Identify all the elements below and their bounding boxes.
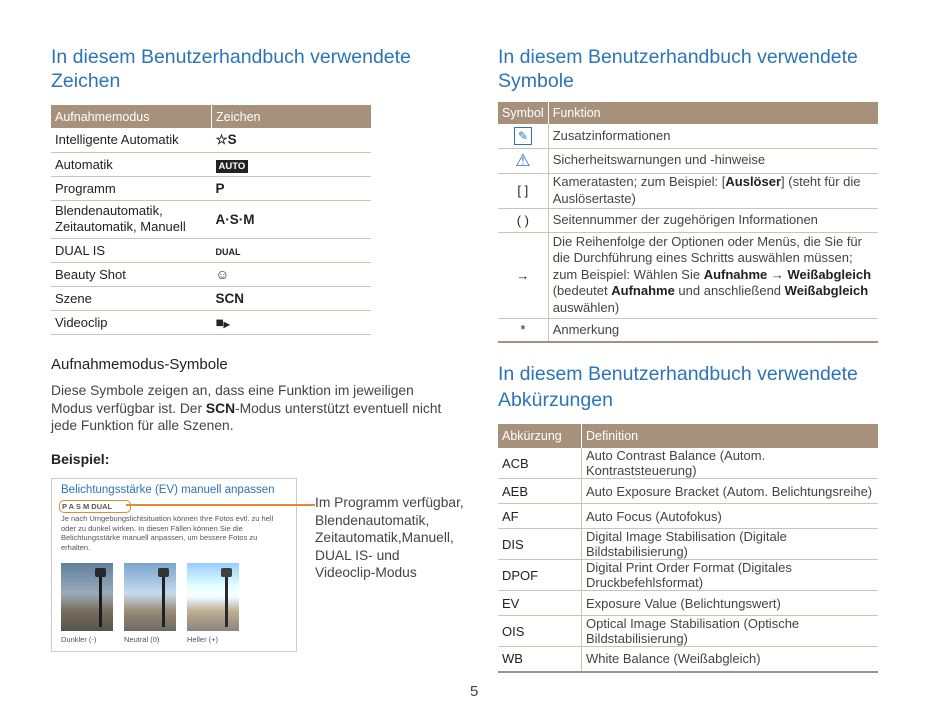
- video-icon: ■▶: [212, 310, 372, 334]
- table-row: [498, 479, 878, 504]
- warning-icon: ⚠: [498, 148, 548, 173]
- function-text: Seitennummer der zugehörigen Informationen: [548, 208, 878, 232]
- beauty-shot-icon: ☺: [212, 262, 372, 286]
- table-row: [498, 173, 878, 208]
- table-row: [498, 591, 878, 616]
- table-row: [498, 529, 878, 560]
- caption-dark: Dunkler (-): [61, 635, 97, 644]
- table-row: [498, 616, 878, 647]
- function-text: Kameratasten; zum Beispiel: [Auslöser] (steht für die Auslösertaste): [548, 173, 878, 208]
- mode-label: DUAL IS: [51, 238, 212, 262]
- function-text: Die Reihenfolge der Optionen oder Menüs, die Sie für die Durchführung eines Schritts auswählen müssen; zum Beispiel: Wählen Sie Aufnahme → Weißabgleich (bedeutet Aufnahme und anschließend Weißabgleich auswählen): [548, 232, 878, 318]
- example-label: Beispiel:: [51, 451, 110, 467]
- abbreviation: EV: [498, 591, 582, 616]
- definition: Digital Image Stabilisation (Digitale Bildstabilisierung): [582, 529, 879, 560]
- left-title: [51, 45, 411, 93]
- dark-photo: [61, 563, 113, 631]
- asm-icon: A·S·M: [212, 200, 372, 238]
- mode-label: Intelligente Automatik: [51, 128, 212, 152]
- abbreviation: OIS: [498, 616, 582, 647]
- definition: Digital Print Order Format (Digitales Druckbefehlsformat): [582, 560, 879, 591]
- example-text: Je nach Umgebungslichtsituation können Ihre Fotos evtl. zu hell oder zu dunkel wirken. In diesen Fällen können Sie die Belichtungsstärke manuell anpassen, um bessere Fotos zu erhalten.: [61, 514, 274, 552]
- note-icon: ✎: [498, 124, 548, 148]
- symbols-table: [498, 102, 878, 343]
- table-row: [51, 310, 371, 334]
- left-title-line1: In diesem Benutzerhandbuch verwendete: [51, 46, 411, 68]
- table-row: [51, 176, 371, 200]
- arrow-icon: →: [498, 232, 548, 318]
- mode-label: Blendenautomatik, Zeitautomatik, Manuell: [51, 200, 212, 238]
- table-row: [51, 286, 371, 310]
- table-row: [51, 200, 371, 238]
- table-row: [498, 504, 878, 529]
- mode-label: Szene: [51, 286, 212, 310]
- mode-label: Beauty Shot: [51, 262, 212, 286]
- function-header: Funktion: [548, 102, 878, 124]
- bright-photo: [187, 563, 239, 631]
- abbreviation: DIS: [498, 529, 582, 560]
- mode-label: Videoclip: [51, 310, 212, 334]
- mode-symbols-heading: Aufnahmemodus-Symbole: [51, 356, 228, 373]
- callout-line: [126, 504, 315, 506]
- abbreviation: AF: [498, 504, 582, 529]
- table-row: [51, 152, 371, 176]
- mode-header: Aufnahmemodus: [51, 105, 212, 128]
- mode-symbols-paragraph: Diese Symbole zeigen an, dass eine Funktion im jeweiligen Modus verfügbar ist. Der SCN-Modus unterstützt eventuell nicht jede Funktion für alle Szenen.: [51, 383, 442, 433]
- table-row: [51, 128, 371, 152]
- definition: Exposure Value (Belichtungswert): [582, 591, 879, 616]
- asterisk-symbol: *: [498, 318, 548, 342]
- sign-header: Zeichen: [212, 105, 372, 128]
- dual-is-icon: DUAL: [212, 238, 372, 262]
- mode-label: Programm: [51, 176, 212, 200]
- definition: Auto Focus (Autofokus): [582, 504, 879, 529]
- table-row: [498, 318, 878, 342]
- mode-table: [51, 105, 371, 335]
- table-row: [498, 208, 878, 232]
- scene-icon: SCN: [212, 286, 372, 310]
- abbreviation: WB: [498, 647, 582, 672]
- abbreviations-table: [498, 424, 878, 673]
- example-mode-icons: P A S M DUAL: [59, 500, 131, 513]
- left-title-line2: Zeichen: [51, 70, 121, 92]
- definition: Auto Contrast Balance (Autom. Kontraststeuerung): [582, 448, 879, 479]
- caption-bright: Heller (+): [187, 635, 219, 644]
- definition: Optical Image Stabilisation (Optische Bildstabilisierung): [582, 616, 879, 647]
- example-title: Belichtungsstärke (EV) manuell anpassen: [61, 484, 275, 496]
- function-text: Anmerkung: [548, 318, 878, 342]
- definition: White Balance (Weißabgleich): [582, 647, 879, 672]
- abbreviations-title: In diesem Benutzerhandbuch verwendete Abkürzungen: [498, 363, 858, 411]
- page-number: 5: [470, 683, 479, 700]
- parenthesis-symbol: ( ): [498, 208, 548, 232]
- caption-neutral: Neutral (0): [124, 635, 160, 644]
- smart-auto-icon: ☆S: [212, 128, 372, 152]
- abbreviation: ACB: [498, 448, 582, 479]
- table-row: [498, 647, 878, 672]
- table-row: [498, 448, 878, 479]
- table-row: [498, 232, 878, 318]
- abbreviation-header: Abkürzung: [498, 424, 582, 448]
- abbreviation: DPOF: [498, 560, 582, 591]
- bracket-symbol: [ ]: [498, 173, 548, 208]
- auto-icon: AUTO: [212, 152, 372, 176]
- definition: Auto Exposure Bracket (Autom. Belichtungsreihe): [582, 479, 879, 504]
- neutral-photo: [124, 563, 176, 631]
- function-text: Zusatzinformationen: [548, 124, 878, 148]
- table-row: [498, 560, 878, 591]
- function-text: Sicherheitswarnungen und -hinweise: [548, 148, 878, 173]
- table-row: [498, 148, 878, 173]
- symbol-header: Symbol: [498, 102, 548, 124]
- symbols-title: In diesem Benutzerhandbuch verwendete Symbole: [498, 46, 858, 92]
- table-row: [51, 238, 371, 262]
- table-row: [498, 124, 878, 148]
- program-icon: P: [212, 176, 372, 200]
- callout-text: Im Programm verfügbar, Blendenautomatik, Zeitautomatik,Manuell, DUAL IS- und Videoclip-Modus: [315, 495, 464, 580]
- mode-label: Automatik: [51, 152, 212, 176]
- table-row: [51, 262, 371, 286]
- abbreviation: AEB: [498, 479, 582, 504]
- definition-header: Definition: [582, 424, 879, 448]
